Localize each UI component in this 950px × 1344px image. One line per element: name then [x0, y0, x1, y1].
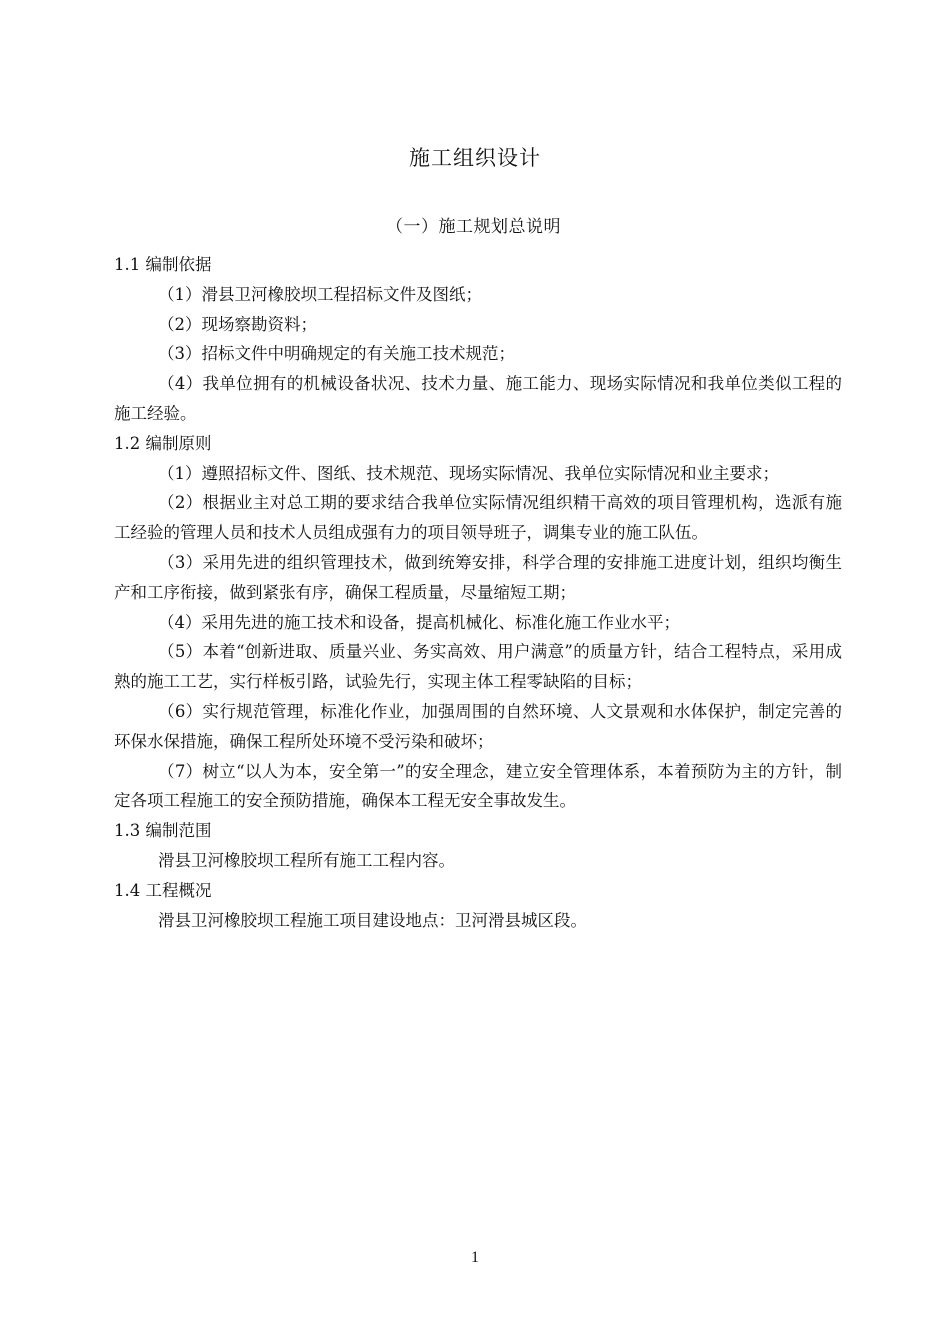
paragraph: 滑县卫河橡胶坝工程所有施工工程内容。 — [158, 850, 455, 870]
document-subtitle: （一）施工规划总说明 — [386, 217, 561, 237]
paragraph: （2）根据业主对总工期的要求结合我单位实际情况组织精干高效的项目管理机构，选派有施工经验的管理人员和技术人员组成强有力的项目领导班子，调集专业的施工队伍。 — [114, 493, 842, 543]
document-title: 施工组织设计 — [409, 146, 541, 170]
paragraph: （4）我单位拥有的机械设备状况、技术力量、施工能力、现场实际情况和我单位类似工程的施工经验。 — [114, 374, 842, 423]
document-body — [114, 250, 842, 935]
page-number: 1 — [471, 1249, 479, 1266]
paragraph: （1）滑县卫河橡胶坝工程招标文件及图纸； — [158, 284, 482, 304]
paragraph: （2）现场察勘资料； — [158, 314, 317, 334]
paragraph: （3）招标文件中明确规定的有关施工技术规范； — [158, 344, 515, 364]
paragraph: 滑县卫河橡胶坝工程施工项目建设地点：卫河滑县城区段。 — [158, 910, 587, 930]
paragraph: （3）采用先进的组织管理技术，做到统筹安排，科学合理的安排施工进度计划，组织均衡生产和工序衔接，做到紧张有序，确保工程质量，尽量缩短工期； — [114, 552, 842, 602]
section-heading-1-2: 1.2 编制原则 — [114, 433, 212, 453]
paragraph: （4）采用先进的施工技术和设备，提高机械化、标准化施工作业水平； — [158, 612, 680, 632]
paragraph: （7）树立“以人为本，安全第一”的安全理念，建立安全管理体系，本着预防为主的方针，制定各项工程施工的安全预防措施，确保本工程无安全事故发生。 — [114, 761, 842, 811]
section-heading-1-1: 1.1 编制依据 — [114, 255, 212, 274]
paragraph: （1）遵照招标文件、图纸、技术规范、现场实际情况、我单位实际情况和业主要求； — [158, 463, 779, 483]
paragraph: （6）实行规范管理，标准化作业，加强周围的自然环境、人文景观和水体保护，制定完善的环保水保措施，确保工程所处环境不受污染和破坏； — [114, 701, 842, 751]
paragraph: （5）本着“创新进取、质量兴业、务实高效、用户满意”的质量方针，结合工程特点，采用成熟的施工工艺，实行样板引路，试验先行，实现主体工程零缺陷的目标； — [114, 642, 842, 692]
section-heading-1-4: 1.4 工程概况 — [114, 880, 212, 900]
section-heading-1-3: 1.3 编制范围 — [114, 821, 212, 841]
